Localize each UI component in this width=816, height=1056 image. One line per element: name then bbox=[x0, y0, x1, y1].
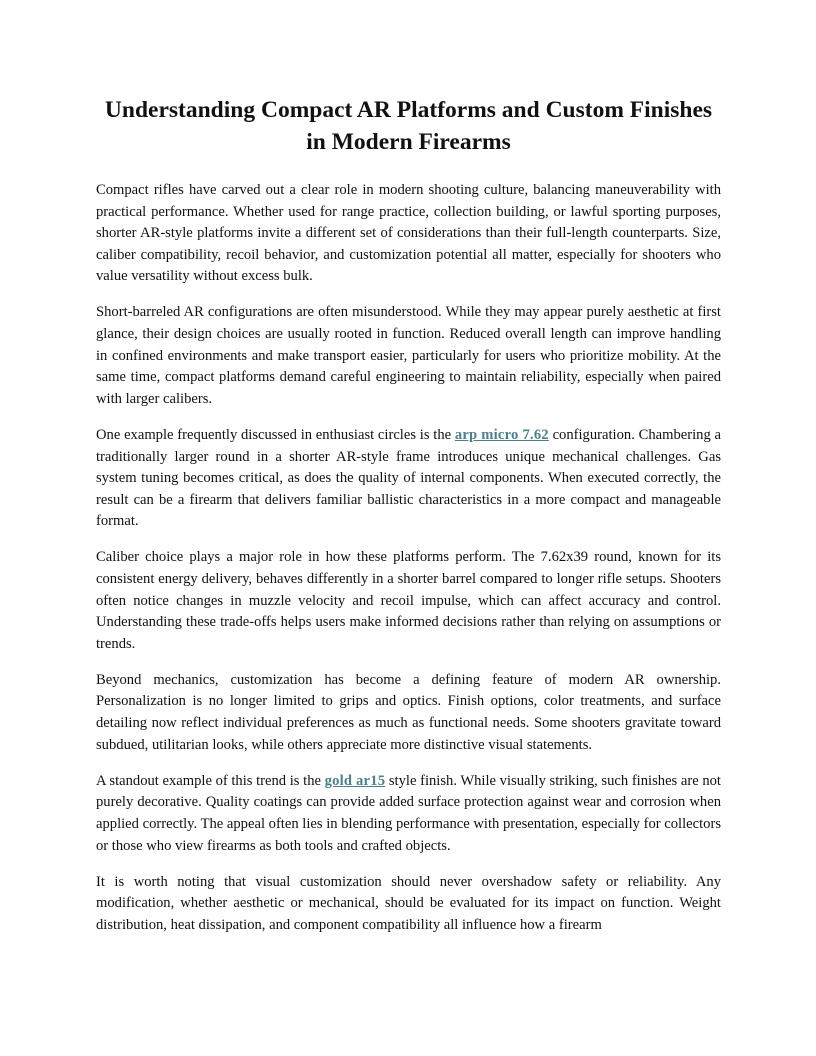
paragraph-gold-finish bbox=[96, 771, 721, 857]
paragraph-text: A standout example of this trend is the bbox=[96, 772, 325, 789]
document-page bbox=[96, 94, 721, 951]
paragraph-arp-micro bbox=[96, 425, 721, 533]
paragraph-caliber: Caliber choice plays a major role in how these platforms perform. The 7.62x39 round, known for its consistent energy delivery, behaves differently in a shorter barrel compared to longer rifle setups. Shooters often notice changes in muzzle velocity and recoil impulse, which can affect accuracy and control. Understanding these trade-offs helps users make informed decisions rather than relying on assumptions or trends. bbox=[96, 549, 721, 652]
paragraph-text: configuration. Chambering a traditionally larger round in a shorter AR-style frame introduces unique mechanical challenges. Gas system tuning becomes critical, as does the quality of internal components. When executed correctly, the result can be a firearm that delivers familiar ballistic characteristics in a more compact and manageable format. bbox=[96, 426, 721, 530]
arp-micro-link[interactable]: arp micro 7.62 bbox=[454, 426, 549, 443]
paragraph-safety: It is worth noting that visual customization should never overshadow safety or reliability. Any modification, whether aesthetic or mechanical, should be evaluated for its impact on function. Weight distribution, heat dissipation, and component compatibility all influence how a firearm bbox=[96, 873, 721, 933]
paragraph-intro: Compact rifles have carved out a clear role in modern shooting culture, balancing maneuverability with practical performance. Whether used for range practice, collection building, or lawful sporting purposes, shorter AR-style platforms invite a different set of considerations than their full-length counterparts. Size, caliber compatibility, recoil behavior, and customization potential all matter, especially for shooters who value versatility without excess bulk. bbox=[96, 182, 721, 285]
paragraph-text: One example frequently discussed in enthusiast circles is the bbox=[96, 426, 455, 443]
paragraph-text: style finish. While visually striking, such finishes are not purely decorative. Quality coatings can provide added surface protection against wear and corrosion when applied correctly. The appeal often lies in blending performance with presentation, especially for collectors or those who view firearms as both tools and crafted objects. bbox=[96, 772, 721, 854]
gold-ar15-link[interactable]: gold ar15 bbox=[324, 772, 386, 789]
paragraph-customization: Beyond mechanics, customization has become a defining feature of modern AR ownership. Personalization is no longer limited to grips and optics. Finish options, color treatments, and surface detailing now reflect individual preferences as much as functional needs. Some shooters gravitate toward subdued, utilitarian looks, while others appreciate more distinctive visual statements. bbox=[96, 671, 721, 753]
paragraph-short-barreled: Short-barreled AR configurations are often misunderstood. While they may appear purely aesthetic at first glance, their design choices are usually rooted in function. Reduced overall length can improve handling in confined environments and make transport easier, particularly for users who prioritize mobility. At the same time, compact platforms demand careful engineering to maintain reliability, especially when paired with larger calibers. bbox=[96, 304, 721, 407]
document-title: Understanding Compact AR Platforms and Custom Finishes in Modern Firearms bbox=[104, 97, 713, 155]
